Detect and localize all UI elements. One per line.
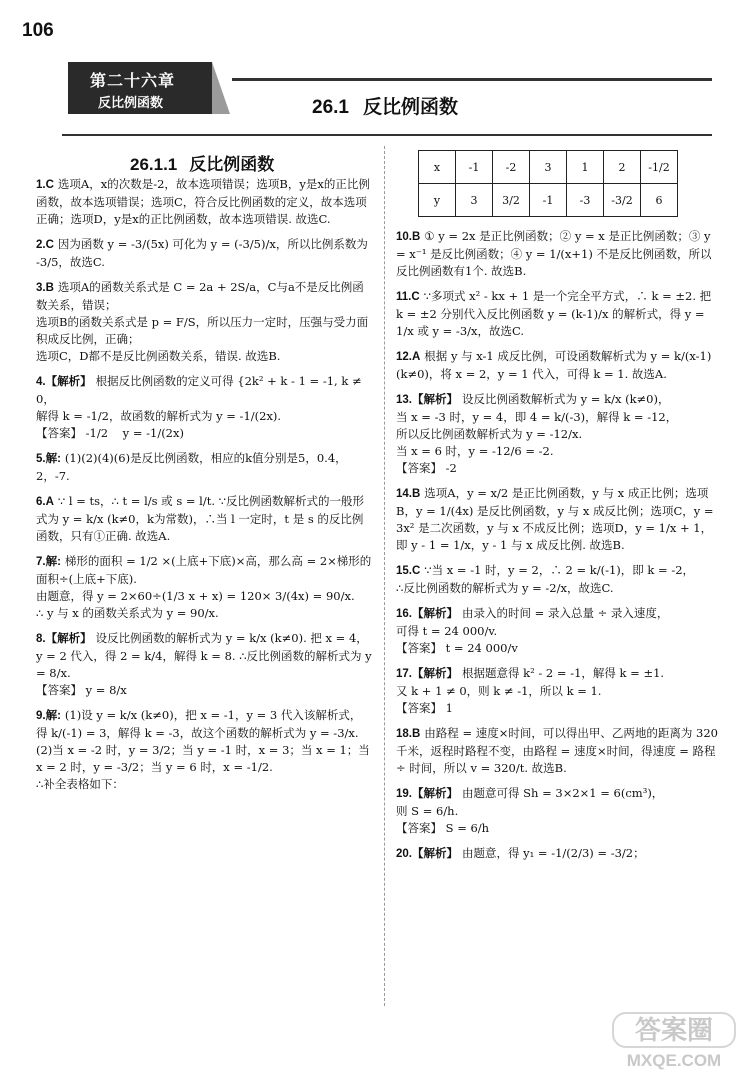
item-text: 设反比例函数解析式为 y = k/x (k≠0)， 当 x = -3 时，y = 4，即 4 = k/(-3)，解得 k = -12， 所以反比例函数解析式为 y = -12/x. 当 x = 6 时，y = -12/6 = -2. 【答案】 -2: [396, 392, 678, 475]
table-cell: 2: [604, 151, 641, 184]
item-number: 5.解:: [36, 453, 61, 465]
table-cell: -3/2: [604, 184, 641, 217]
table-cell: -1: [530, 184, 567, 217]
chapter-banner: [68, 62, 212, 114]
table-cell: 3: [530, 151, 567, 184]
answer-item-5: [36, 450, 372, 485]
item-number: 8.【解析】: [36, 633, 92, 645]
item-number: 6.A: [36, 496, 54, 508]
item-number: 3.B: [36, 282, 54, 294]
answer-item-17: [396, 665, 718, 717]
answer-item-19: [396, 785, 718, 837]
watermark-logo: 答案圈: [612, 1012, 736, 1048]
page-number: 106: [22, 20, 54, 41]
subsection-name: 反比例函数: [189, 155, 275, 174]
answer-item-8: [36, 630, 372, 699]
table-cell: -3: [567, 184, 604, 217]
section-name: 反比例函数: [362, 97, 458, 118]
answer-item-1: [36, 176, 372, 228]
answer-item-20: [396, 845, 718, 863]
item-number: 16.【解析】: [396, 608, 458, 620]
table-cell: 6: [641, 184, 678, 217]
answer-item-15: [396, 562, 718, 597]
table-cell: 1: [567, 151, 604, 184]
watermark-url: MXQE.COM: [626, 1051, 722, 1070]
item-text: 根据题意得 k² - 2 = -1，解得 k = ±1. 又 k + 1 ≠ 0，则 k ≠ -1，所以 k = 1. 【答案】 1: [396, 666, 665, 715]
item-text: ① y = 2x 是正比例函数；② y = x 是正比例函数；③ y = x⁻¹ 是反比例函数；④ y = 1/(x+1) 不是反比例函数，所以反比例函数有1个. 故选B.: [396, 229, 715, 278]
value-table: [418, 150, 678, 217]
item-text: 选项A，y = x/2 是正比例函数，y 与 x 成正比例；选项B，y = 1/(4x) 是反比例函数，y 与 x 成反比例；选项C，y = 3x² 是二次函数，y 与 x 不成反比例；选项D，y = 1/x + 1，即 y - 1 = 1/x，y - 1 与 x 成反比例. 故选B.: [396, 486, 718, 552]
header-rule: [232, 78, 712, 81]
item-text: 选项A，x的次数是-2，故本选项错误；选项B，y是x的正比例函数，故本选项错误；选项C，符合反比例函数的定义，故本选项正确；选项D，y是x的正比例函数，故本选项错误. 故选C.: [36, 177, 370, 226]
item-number: 2.C: [36, 239, 54, 251]
item-text: 由题意可得 Sh = 3×2×1 = 6(cm³)， 则 S = 6/h. 【答案】 S = 6/h: [396, 786, 664, 835]
table-cell: y: [419, 184, 456, 217]
answer-item-18: [396, 725, 722, 777]
answer-item-14: [396, 485, 718, 554]
right-column: [396, 228, 722, 871]
item-number: 11.C: [396, 291, 420, 303]
subsection-title: [130, 150, 286, 175]
answer-item-12: [396, 348, 718, 383]
item-text: ∵ l = ts，∴ t = l/s 或 s = l/t. ∵反比例函数解析式的一般形式为 y = k/x (k≠0，k为常数)，∴当 l 一定时，t 是 s 的反比例函数，只有①正确. 故选A.: [36, 494, 364, 543]
answer-item-10: [396, 228, 718, 280]
item-number: 10.B: [396, 231, 421, 243]
answer-item-4: [36, 373, 372, 442]
item-number: 20.【解析】: [396, 848, 458, 860]
item-text: (1)设 y = k/x (k≠0)，把 x = -1，y = 3 代入该解析式，得 k/(-1) = 3，解得 k = -3，故这个函数的解析式为 y = -3/x. (2)当 x = -2 时，y = 3/2；当 y = -1 时，x = 3；当 x = 1；当 x = 2 时，y = -3/2；当 y = 6 时，x = -1/2. ∴补全表格如下：: [36, 708, 370, 791]
item-text: 由路程 = 速度×时间，可以得出甲、乙两地的距离为 320 千米，返程时路程不变，由路程 = 速度×时间，得速度 = 路程 ÷ 时间，所以 v = 320/t. 故选B.: [396, 726, 722, 775]
item-text: (1)(2)(4)(6)是反比例函数，相应的k值分别是5，0.4，2，-7.: [36, 451, 347, 483]
table-cell: 3: [456, 184, 493, 217]
section-rule: [62, 134, 712, 136]
item-text: ∵当 x = -1 时，y = 2，∴ 2 = k/(-1)，即 k = -2， ∴反比例函数的解析式为 y = -2/x，故选C.: [396, 563, 695, 595]
table-row-y: [419, 184, 678, 217]
chapter-title: 第二十六章: [90, 73, 176, 90]
item-text: 根据反比例函数的定义可得 {2k² + k - 1 = -1, k ≠ 0， 解得 k = -1/2，故函数的解析式为 y = -1/(2x). 【答案】 -1/2 y = -1/(2x): [36, 374, 362, 440]
item-text: 设反比例函数的解析式为 y = k/x (k≠0). 把 x = 4，y = 2 代入，得 2 = k/4，解得 k = 8. ∴反比例函数的解析式为 y = 8/x. 【答案】 y = 8/x: [36, 631, 372, 697]
left-column: [36, 176, 372, 801]
table-cell: -1: [456, 151, 493, 184]
item-text: 选项A的函数关系式是 C = 2a + 2S/a，C与a不是反比例函数关系，错误； 选项B的函数关系式是 p = F/S，所以压力一定时，压强与受力面积成反比例，正确； 选项C，D都不是反比例函数关系，错误. 故选B.: [36, 280, 369, 363]
answer-item-11: [396, 288, 718, 340]
answer-item-16: [396, 605, 718, 657]
item-number: 17.【解析】: [396, 668, 458, 680]
table-cell: x: [419, 151, 456, 184]
item-number: 14.B: [396, 488, 421, 500]
answer-item-6: [36, 493, 372, 545]
item-number: 18.B: [396, 728, 421, 740]
item-number: 15.C: [396, 565, 421, 577]
subsection-number: 26.1.1: [130, 155, 178, 174]
item-number: 4.【解析】: [36, 376, 92, 388]
table-cell: -2: [493, 151, 530, 184]
item-number: 13.【解析】: [396, 394, 458, 406]
chapter-subtitle: 反比例函数: [98, 95, 164, 110]
answer-item-2: [36, 236, 372, 271]
item-text: 由录入的时间 = 录入总量 ÷ 录入速度， 可得 t = 24 000/v. 【答案】 t = 24 000/v: [396, 606, 669, 655]
chapter-banner-tab: [212, 62, 230, 114]
item-text: ∵多项式 x² - kx + 1 是一个完全平方式，∴ k = ±2. 把 k = ±2 分别代入反比例函数 y = (k-1)/x 的解析式，得 y = 1/x 或 y = -3/x，故选C.: [396, 289, 715, 338]
answer-item-7: [36, 553, 372, 622]
section-title: [312, 92, 472, 119]
answer-item-13: [396, 391, 718, 477]
item-number: 7.解:: [36, 556, 61, 568]
column-divider: [384, 146, 385, 1006]
item-text: 由题意，得 y₁ = -1/(2/3) = -3/2；: [462, 846, 645, 860]
item-text: 根据 y 与 x-1 成反比例，可设函数解析式为 y = k/(x-1) (k≠0)，将 x = 2，y = 1 代入，可得 k = 1. 故选A.: [396, 349, 715, 381]
answer-item-9: [36, 707, 372, 793]
item-text: 梯形的面积 = 1/2 ×(上底+下底)×高，那么高 = 2×梯形的面积÷(上底+下底). 由题意，得 y = 2×60÷(1/3 x + x) = 120× 3/(4x) = 90/x. ∴ y 与 x 的函数关系式为 y = 90/x.: [36, 554, 372, 620]
answer-item-3: [36, 279, 372, 365]
section-number: 26.1: [312, 97, 349, 118]
item-number: 1.C: [36, 179, 54, 191]
watermark: [606, 1012, 742, 1076]
table-cell: -1/2: [641, 151, 678, 184]
item-number: 19.【解析】: [396, 788, 458, 800]
item-text: 因为函数 y = -3/(5x) 可化为 y = (-3/5)/x，所以比例系数为 -3/5，故选C.: [36, 237, 372, 269]
item-number: 9.解:: [36, 710, 61, 722]
table-row-x: [419, 151, 678, 184]
table-cell: 3/2: [493, 184, 530, 217]
item-number: 12.A: [396, 351, 421, 363]
